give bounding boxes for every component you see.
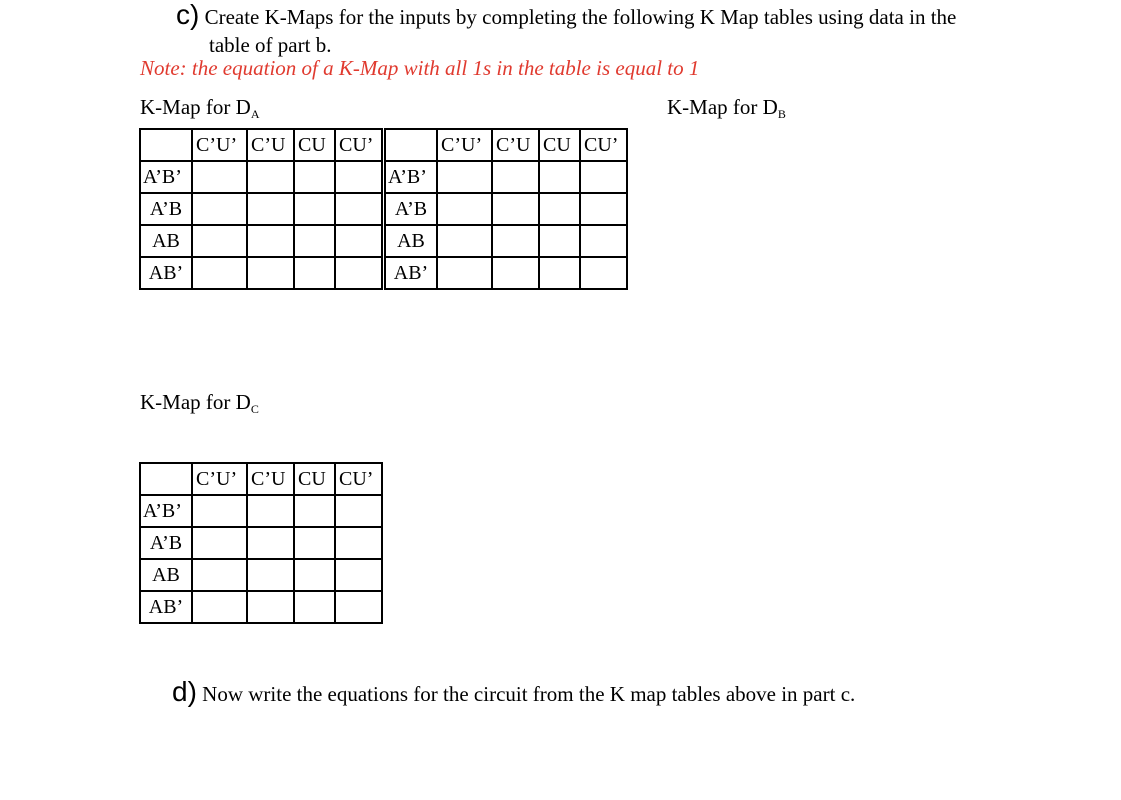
kmap-cell[interactable] — [437, 193, 492, 225]
kmap-cell[interactable] — [437, 161, 492, 193]
kmap-cell[interactable] — [539, 193, 580, 225]
kmap-cell[interactable] — [294, 161, 335, 193]
kmap-cell[interactable] — [247, 161, 294, 193]
kmap-cell[interactable] — [437, 257, 492, 289]
kmap-cell[interactable] — [539, 257, 580, 289]
kmap-col-header: CU’ — [580, 129, 627, 161]
kmap-row — [140, 527, 382, 559]
kmap-b-table — [384, 128, 628, 290]
kmap-cell[interactable] — [247, 527, 294, 559]
kmap-cell[interactable] — [247, 257, 294, 289]
kmap-cell[interactable] — [335, 591, 382, 623]
part-c-letter: c) — [176, 0, 200, 30]
kmap-cell[interactable] — [492, 193, 539, 225]
kmap-cell[interactable] — [192, 591, 247, 623]
kmap-header-row — [140, 129, 382, 161]
kmap-row — [385, 257, 627, 289]
kmap-row — [385, 225, 627, 257]
kmap-col-header: C’U — [247, 129, 294, 161]
kmap-cell[interactable] — [192, 559, 247, 591]
kmap-row-header: A’B — [140, 527, 192, 559]
kmap-row — [140, 559, 382, 591]
kmap-row-header: AB’ — [140, 257, 192, 289]
kmap-row-header: AB — [385, 225, 437, 257]
kmap-a-title-sub: A — [250, 107, 260, 121]
kmap-row-header: A’B — [140, 193, 192, 225]
kmap-cell[interactable] — [492, 225, 539, 257]
kmap-row-header: A’B — [385, 193, 437, 225]
kmap-a-title — [140, 95, 259, 120]
kmap-cell[interactable] — [247, 591, 294, 623]
kmap-cell[interactable] — [492, 257, 539, 289]
kmap-row-header: AB’ — [140, 591, 192, 623]
kmap-cell[interactable] — [294, 257, 335, 289]
kmap-col-header: C’U — [247, 463, 294, 495]
kmap-cell[interactable] — [294, 591, 335, 623]
kmap-col-header: C’U’ — [192, 129, 247, 161]
kmap-cell[interactable] — [192, 193, 247, 225]
kmap-cell[interactable] — [192, 161, 247, 193]
kmap-header-row — [385, 129, 627, 161]
kmap-cell[interactable] — [492, 161, 539, 193]
kmap-cell[interactable] — [335, 193, 382, 225]
kmap-cell[interactable] — [294, 495, 335, 527]
kmap-row-header: A’B’ — [140, 161, 192, 193]
part-c-line1: Create K-Maps for the inputs by completing the following K Map tables using data in the — [204, 5, 957, 29]
kmap-corner-cell — [385, 129, 437, 161]
part-d-letter: d) — [172, 676, 197, 707]
kmap-cell[interactable] — [335, 161, 382, 193]
kmap-c-title-sub: C — [250, 402, 259, 416]
kmap-c-table — [139, 462, 383, 624]
kmap-cell[interactable] — [580, 257, 627, 289]
kmap-cell[interactable] — [580, 225, 627, 257]
kmap-corner-cell — [140, 129, 192, 161]
kmap-cell[interactable] — [580, 161, 627, 193]
kmap-col-header: CU — [539, 129, 580, 161]
kmap-col-header: C’U’ — [192, 463, 247, 495]
kmap-row — [140, 257, 382, 289]
kmap-cell[interactable] — [335, 225, 382, 257]
kmap-header-row — [140, 463, 382, 495]
kmap-c-title-prefix: K-Map for D — [140, 390, 251, 414]
kmap-b-title — [667, 95, 786, 120]
part-d-text: Now write the equations for the circuit from the K map tables above in part c. — [202, 682, 856, 706]
kmap-cell[interactable] — [335, 527, 382, 559]
kmap-cell[interactable] — [247, 225, 294, 257]
kmap-col-header: C’U’ — [437, 129, 492, 161]
kmap-cell[interactable] — [294, 527, 335, 559]
kmap-cell[interactable] — [294, 225, 335, 257]
kmap-cell[interactable] — [580, 193, 627, 225]
kmap-cell[interactable] — [294, 193, 335, 225]
kmap-col-header: CU’ — [335, 463, 382, 495]
kmap-row — [140, 495, 382, 527]
kmap-row-header: AB — [140, 559, 192, 591]
kmap-row — [140, 161, 382, 193]
kmap-b-title-prefix: K-Map for D — [667, 95, 778, 119]
kmap-cell[interactable] — [335, 559, 382, 591]
kmap-row-header: AB — [140, 225, 192, 257]
kmap-cell[interactable] — [294, 559, 335, 591]
kmap-a-title-prefix: K-Map for D — [140, 95, 251, 119]
part-c-line2: table of part b. — [209, 33, 332, 57]
kmap-cell[interactable] — [247, 559, 294, 591]
kmap-cell[interactable] — [247, 193, 294, 225]
kmap-row-header: A’B’ — [385, 161, 437, 193]
part-c-instructions — [170, 0, 1070, 60]
kmap-row — [140, 591, 382, 623]
kmap-cell[interactable] — [335, 495, 382, 527]
kmap-row-header: A’B’ — [140, 495, 192, 527]
kmap-row — [140, 193, 382, 225]
kmap-cell[interactable] — [539, 161, 580, 193]
kmap-cell[interactable] — [437, 225, 492, 257]
note-text: Note: the equation of a K-Map with all 1s in the table is equal to 1 — [140, 56, 700, 80]
kmap-cell[interactable] — [539, 225, 580, 257]
kmap-cell[interactable] — [192, 257, 247, 289]
kmap-cell[interactable] — [192, 495, 247, 527]
kmap-col-header: CU — [294, 463, 335, 495]
kmap-row — [385, 161, 627, 193]
kmap-cell[interactable] — [247, 495, 294, 527]
kmap-row-header: AB’ — [385, 257, 437, 289]
kmap-b-title-sub: B — [777, 107, 786, 121]
kmap-col-header: CU — [294, 129, 335, 161]
kmap-row — [140, 225, 382, 257]
part-d-instructions — [172, 676, 855, 708]
kmap-cell[interactable] — [192, 527, 247, 559]
kmap-c-title — [140, 390, 259, 415]
kmap-col-header: C’U — [492, 129, 539, 161]
kmap-cell[interactable] — [335, 257, 382, 289]
kmap-a-table — [139, 128, 383, 290]
kmap-col-header: CU’ — [335, 129, 382, 161]
kmap-corner-cell — [140, 463, 192, 495]
kmap-row — [385, 193, 627, 225]
kmap-cell[interactable] — [192, 225, 247, 257]
